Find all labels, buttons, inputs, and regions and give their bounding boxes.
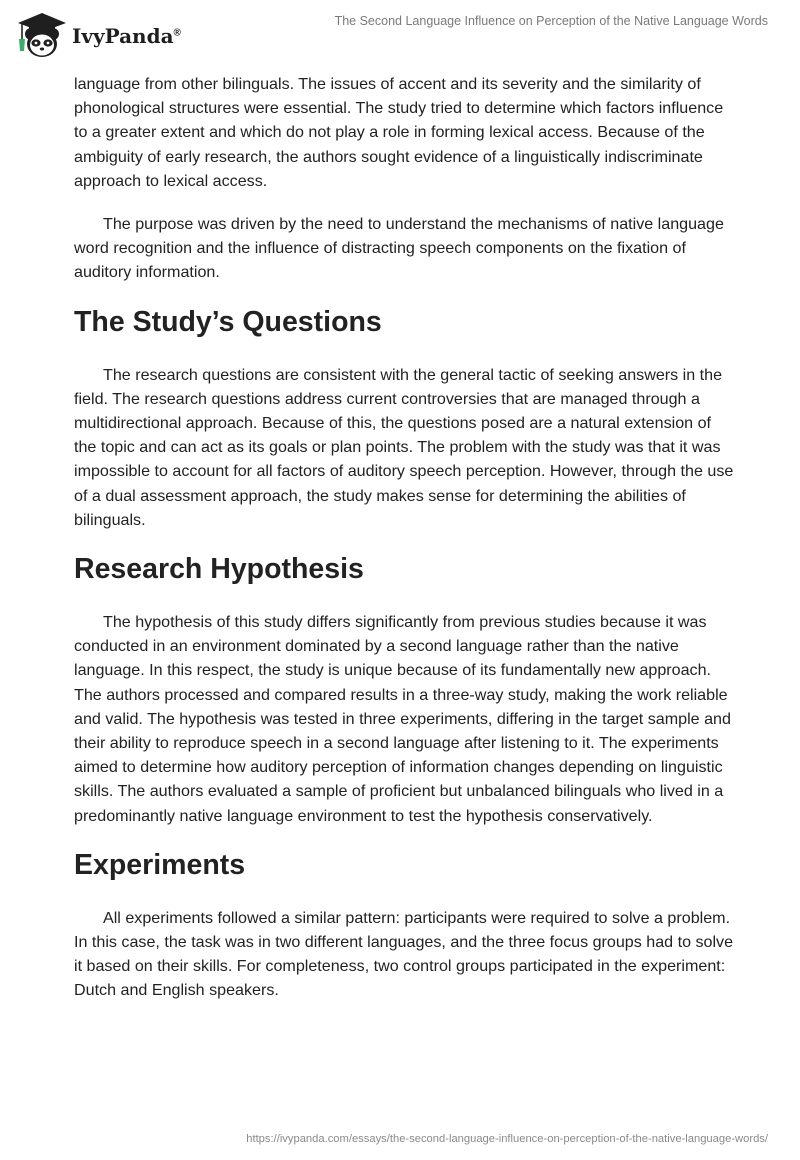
brand-name: IvyPanda® [72,24,181,48]
panda-graduate-icon [14,9,70,61]
paragraph: The purpose was driven by the need to understand the mechanisms of native language word recognition and the influence of distracting speech components on the fixation of auditory information. [74,215,724,282]
paragraph: All experiments followed a similar pattern: participants were required to solve a problem. In this case, the task was in two different languages, and the three focus groups had to solve it based on their skills. For completeness, two control groups participated in the experiment: Dutch and English speakers. [74,908,734,1000]
essay-body [74,72,734,1003]
paragraph: The research questions are consistent with the general tactic of seeking answers in the field. The research questions address current controversies that are managed through a multidirectional approach. Because of this, the questions posed are a natural extension of the topic and can act as its goals or plan points. The problem with the study was that it was impossible to account for all factors of auditory speech perception. However, through the use of a dual assessment approach, the study makes sense for determining the abilities of bilinguals. [74,365,734,529]
paragraph: The hypothesis of this study differs significantly from previous studies because it was conducted in an environment dominated by a second language rather than the native language. In this respect, the study is unique because of its fundamentally new approach. The authors processed and compared results in a three-way study, making the work reliable and valid. The hypothesis was tested in three experiments, differing in the target sample and their ability to reproduce speech in a second language after listening to it. The experiments aimed to determine how auditory perception of information changes depending on linguistic skills. The authors evaluated a sample of proficient but unbalanced bilinguals who lived in a predominantly native language environment to test the hypothesis conservatively. [74,613,731,825]
paragraph: language from other bilinguals. The issues of accent and its severity and the similarity of phonological structures were essential. The study tried to determine which factors influence to a greater extent and which do not play a role in forming lexical access. Because of the ambiguity of early research, the authors sought evidence of a linguistically indiscriminate approach to lexical access. [74,75,724,190]
section-heading: The Study’s Questions [74,305,382,338]
section-heading: Research Hypothesis [74,553,364,586]
ivypanda-logo[interactable] [14,9,181,61]
page-header [0,0,800,70]
section-heading: Experiments [74,848,246,881]
document-title: The Second Language Influence on Perception of the Native Language Words [334,14,768,28]
source-url[interactable]: https://ivypanda.com/essays/the-second-language-influence-on-perception-of-the-native-language-words/ [246,1133,768,1145]
